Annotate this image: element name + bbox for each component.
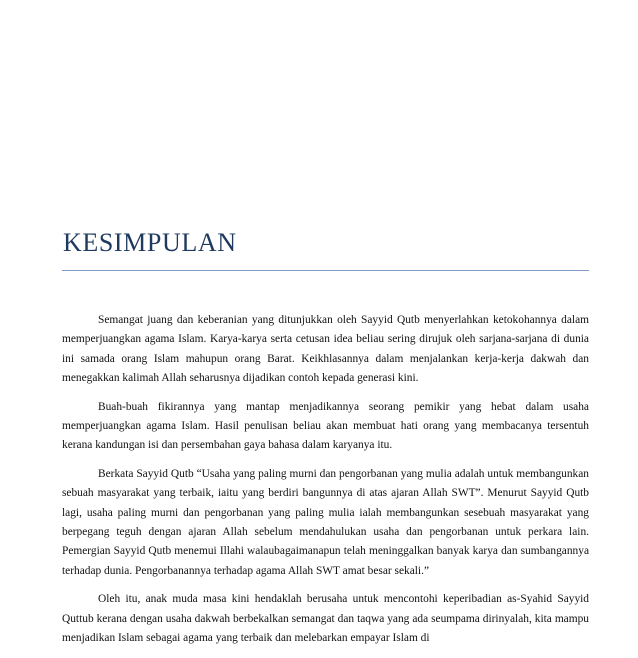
body-text bbox=[62, 311, 589, 658]
title-underline-divider bbox=[62, 270, 589, 271]
paragraph-3: Berkata Sayyid Qutb “Usaha yang paling murni dan pengorbanan yang mulia adalah untuk membangunkan sebuah masyarakat yang terbaik, iaitu yang berdiri bangunnya di atas ajaran Allah SWT”. Menurut Sayyid Qutb lagi, usaha paling murni dan pengorbanan yang paling mulia ialah membangunkan sesebuah masyarakat yang berpegang teguh dengan ajaran Allah sebelum mendahulukan usaha dan pengorbanan untuk perkara lain. Pemergian Sayyid Qutb menemui Illahi walaubagaimanapun telah meninggalkan banyak karya dan sumbangannya terhadap dunia. Pengorbanannya terhadap agama Allah SWT amat besar sekali.” bbox=[62, 467, 589, 577]
paragraph-2: Buah-buah fikirannya yang mantap menjadikannya seorang pemikir yang hebat dalam usaha memperjuangkan agama Islam. Hasil penulisan beliau akan membuat hati orang yang membacanya tersentuh kerana kandungan isi dan persembahan gaya bahasa dalam karyanya itu. bbox=[62, 400, 589, 452]
page-title: KESIMPULAN bbox=[63, 228, 237, 257]
paragraph-4: Oleh itu, anak muda masa kini hendaklah berusaha untuk mencontohi keperibadian as-Syahid Sayyid Quttub kerana dengan usaha dakwah berbekalkan semangat dan taqwa yang ada seumpama dirinyalah, kita mampu menjadikan Islam sebagai agama yang terbaik dan melebarkan empayar Islam di bbox=[62, 593, 589, 645]
paragraph-1: Semangat juang dan keberanian yang ditunjukkan oleh Sayyid Qutb menyerlahkan ketokohannya dalam memperjuangkan agama Islam. Karya-karya serta cetusan idea beliau sering dirujuk oleh sarjana-sarjana di dunia ini samada orang Islam mahupun orang Barat. Keikhlasannya dalam menjalankan kerja-kerja dakwah dan menegakkan kalimah Allah seharusnya dijadikan contoh kepada generasi kini. bbox=[62, 314, 589, 385]
